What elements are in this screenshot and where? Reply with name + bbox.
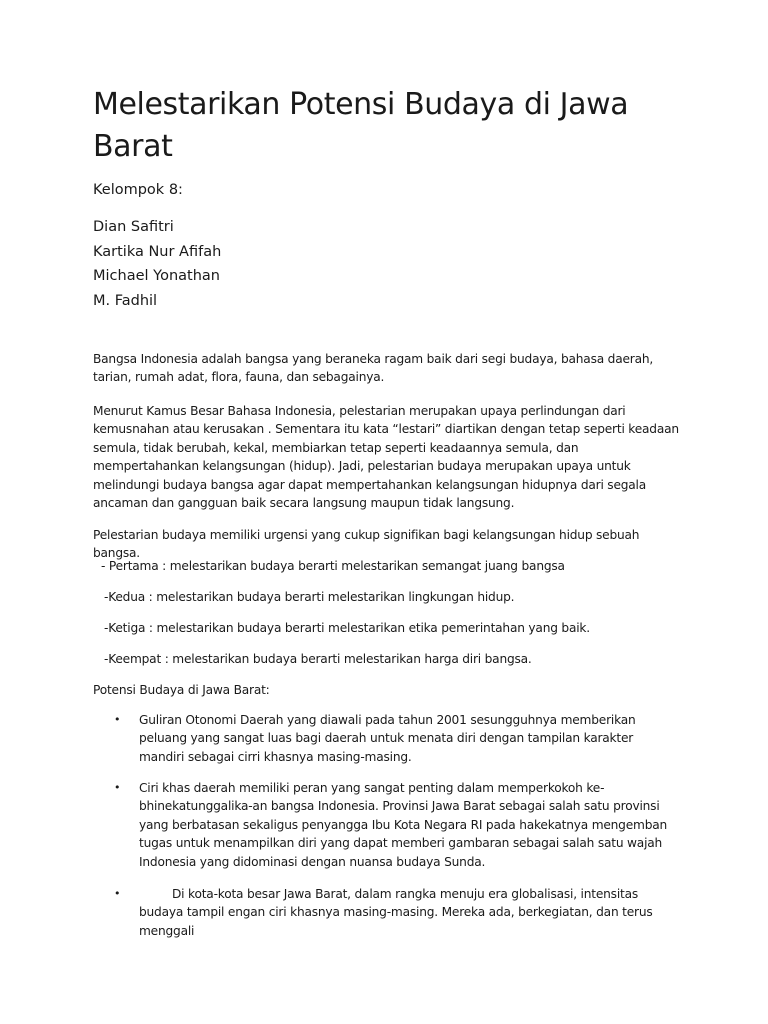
list-item	[93, 885, 683, 938]
member-name: M. Fadhil	[93, 293, 158, 310]
document-title: Melestarikan Potensi Budaya di Jawa Barat	[93, 87, 629, 164]
list-item	[93, 779, 683, 879]
member-list	[93, 215, 221, 314]
member-name: Michael Yonathan	[93, 268, 220, 285]
bullet-text: Ciri khas daerah memiliki peran yang sangat penting dalam memperkokoh ke-bhinekatunggalika-an bangsa Indonesia. Provinsi Jawa Barat sebagai salah satu provinsi yang berbatasan sekaligus penyangga Ibu Kota Negara RI pada hakekatnya mengemban tugas untuk menampilkan diri yang dapat memberi gambaran sebagai salah satu wajah Indonesia yang didominasi dengan nuansa budaya Sunda.	[139, 781, 668, 869]
paragraph-urgency: Pelestarian budaya memiliki urgensi yang cukup signifikan bagi kelangsungan hidup sebuah bangsa.	[93, 528, 640, 561]
bullet-icon: •	[114, 887, 121, 900]
member-name: Dian Safitri	[93, 219, 174, 235]
dash-item: -Kedua : melestarikan budaya berarti melestarikan lingkungan hidup.	[104, 590, 515, 604]
dash-item: -Keempat : melestarikan budaya berarti melestarikan harga diri bangsa.	[104, 652, 532, 666]
dash-item: -Ketiga : melestarikan budaya berarti melestarikan etika pemerintahan yang baik.	[104, 621, 590, 635]
bullet-text: Di kota-kota besar Jawa Barat, dalam rangka menuju era globalisasi, intensitas budaya tampil engan ciri khasnya masing-masing. Mereka ada, berkegiatan, dan terus menggali	[139, 887, 653, 938]
bullet-text-wrapper	[139, 885, 673, 940]
bullet-icon: •	[114, 713, 121, 726]
list-item	[93, 711, 683, 771]
paragraph-intro: Bangsa Indonesia adalah bangsa yang beraneka ragam baik dari segi budaya, bahasa daerah, tarian, rumah adat, flora, fauna, dan sebagainya.	[93, 352, 654, 385]
dash-item: - Pertama : melestarikan budaya berarti melestarikan semangat juang bangsa	[101, 559, 565, 573]
paragraph-definition: Menurut Kamus Besar Bahasa Indonesia, pelestarian merupakan upaya perlindungan dari kemusnahan atau kerusakan . Sementara itu kata “lestari” diartikan dengan tetap seperti keadaan semula, tidak berubah, kekal, membiarkan tetap seperti keadaannya semula, dan mempertahankan kelangsungan (hidup). Jadi, pelestarian budaya merupakan upaya untuk melindungi budaya bangsa agar dapat mempertahankan kelangsungan hidupnya dari segala ancaman dan gangguan baik secara langsung maupun tidak langsung.	[93, 404, 679, 511]
section-heading: Potensi Budaya di Jawa Barat:	[93, 683, 270, 697]
bullet-text: Guliran Otonomi Daerah yang diawali pada tahun 2001 sesungguhnya memberikan peluang yang sangat luas bagi daerah untuk menata diri dengan tampilan karakter mandiri sebagai cirri khasnya masing-masing.	[139, 713, 636, 764]
member-name: Kartika Nur Afifah	[93, 243, 222, 260]
group-label: Kelompok 8:	[93, 182, 183, 198]
bullet-icon: •	[114, 781, 121, 794]
